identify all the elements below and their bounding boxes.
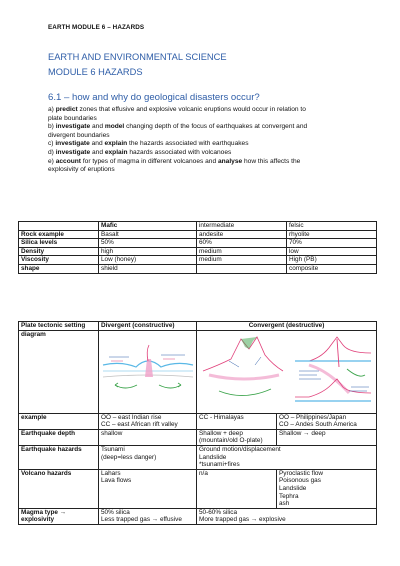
- objective-b: b) investigate and model changing depth of the focus of earthquakes at convergent and: [48, 123, 308, 131]
- column-header: intermediate: [197, 222, 287, 231]
- section-title: 6.1 – how and why do geological disasters occur?: [48, 92, 260, 103]
- objective-e-cont: explosivity of eruptions: [48, 166, 115, 174]
- table-cell: medium: [197, 256, 287, 265]
- row-label: Plate tectonic setting: [19, 322, 99, 331]
- table-header-row: [19, 222, 377, 231]
- objective-e: e) account for types of magma in different volcanoes and analyse how this affects the: [48, 157, 301, 165]
- table-header-row: [19, 322, 377, 331]
- objective-a: a) predict zones that effusive and explosive volcanic eruptions would occur in relation to: [48, 106, 306, 113]
- table-cell: medium: [197, 247, 287, 256]
- table-cell: 60%: [197, 239, 287, 248]
- divergent-boundary-diagram: [101, 331, 195, 413]
- table-row: [19, 508, 377, 524]
- table-cell: 50-60% silica More trapped gas → explosive: [197, 508, 377, 524]
- table-cell: Lahars Lava flows: [99, 469, 197, 508]
- table-cell: n/a: [197, 469, 277, 508]
- table-cell: Basalt: [99, 230, 197, 239]
- table-cell: [19, 222, 99, 231]
- table-row: [19, 230, 377, 239]
- table-cell: CC - Himalayas: [197, 413, 277, 429]
- objective-c: c) investigate and explain the hazards associated with earthquakes: [48, 140, 249, 148]
- table-cell: composite: [287, 264, 377, 273]
- table-cell: [197, 264, 287, 273]
- row-label: Earthquake hazards: [19, 445, 99, 469]
- convergent-boundary-diagram: [199, 331, 375, 413]
- row-label: example: [19, 413, 99, 429]
- table-cell: shield: [99, 264, 197, 273]
- page-header: EARTH MODULE 6 – HAZARDS: [48, 24, 145, 31]
- objectives-list: [48, 106, 358, 175]
- table-cell: Pyroclastic flow Poisonous gas Landslide Tephra ash: [277, 469, 377, 508]
- row-label: shape: [19, 264, 99, 273]
- table-cell: Tsunami (deep=less danger): [99, 445, 197, 469]
- table-row: [19, 445, 377, 469]
- row-label: Volcano hazards: [19, 469, 99, 508]
- table-cell: High (PB): [287, 256, 377, 265]
- column-header: Divergent (constructive): [99, 322, 197, 331]
- column-header: felsic: [287, 222, 377, 231]
- objective-a-cont: plate boundaries: [48, 114, 97, 122]
- table-cell: low: [287, 247, 377, 256]
- table-cell: OO – Philippines/Japan CO – Andes South America: [277, 413, 377, 429]
- objective-b-cont: divergent boundaries: [48, 131, 110, 139]
- table-cell: 70%: [287, 239, 377, 248]
- table-row: [19, 330, 377, 413]
- objective-d: d) investigate and explain hazards associated with volcanoes: [48, 148, 232, 156]
- table-cell: 50%: [99, 239, 197, 248]
- row-label: Rock example: [19, 230, 99, 239]
- table-cell: Ground motion/displacement Landslide *tsunami+fires: [197, 445, 377, 469]
- table-row: [19, 264, 377, 273]
- plate-setting-table: [18, 321, 377, 525]
- table-cell: andesite: [197, 230, 287, 239]
- column-header: Mafic: [99, 222, 197, 231]
- module-title: MODULE 6 HAZARDS: [48, 67, 143, 77]
- table-cell: shallow: [99, 429, 197, 445]
- row-label: Density: [19, 247, 99, 256]
- table-row: [19, 429, 377, 445]
- table-cell: Shallow → deep: [277, 429, 377, 445]
- document-title: EARTH AND ENVIRONMENTAL SCIENCE: [48, 52, 227, 62]
- table-row: [19, 469, 377, 508]
- table-row: [19, 239, 377, 248]
- magma-table: [18, 221, 377, 274]
- divergent-diagram-cell: [99, 330, 197, 413]
- table-row: [19, 413, 377, 429]
- row-label: Silica levels: [19, 239, 99, 248]
- table-cell: rhyolite: [287, 230, 377, 239]
- table-cell: high: [99, 247, 197, 256]
- row-label: Viscosity: [19, 256, 99, 265]
- row-label: diagram: [19, 330, 99, 413]
- table-cell: Shallow + deep (mountain/old O-plate): [197, 429, 277, 445]
- convergent-diagram-cell: [197, 330, 377, 413]
- column-header: Convergent (destructive): [197, 322, 377, 331]
- table-row: [19, 247, 377, 256]
- table-cell: 50% silica Less trapped gas → effusive: [99, 508, 197, 524]
- table-row: [19, 256, 377, 265]
- table-cell: OO – east Indian rise CC – east African rift valley: [99, 413, 197, 429]
- row-label: Earthquake depth: [19, 429, 99, 445]
- table-cell: Low (honey): [99, 256, 197, 265]
- row-label: Magma type → explosivity: [19, 508, 99, 524]
